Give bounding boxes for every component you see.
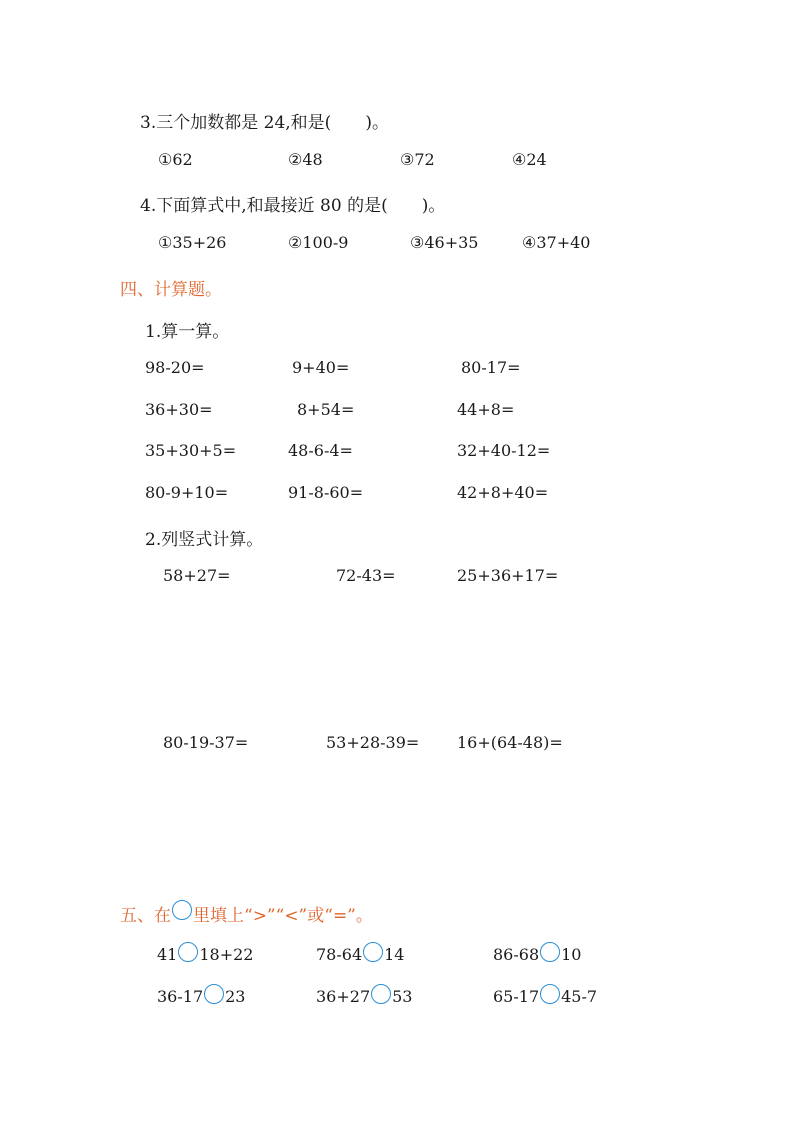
option-d[interactable]: ④37+40	[522, 233, 591, 252]
calc-item: 44+8=	[457, 400, 515, 419]
vertical-calc-item: 25+36+17=	[457, 566, 559, 585]
compare-item	[157, 984, 245, 1006]
part-title: 列竖式计算。	[161, 530, 264, 550]
compare-circle[interactable]	[540, 942, 560, 962]
compare-circle[interactable]	[540, 984, 560, 1004]
option-b[interactable]: ②48	[288, 150, 323, 169]
compare-left: 65-17	[493, 987, 540, 1006]
calc-item: 32+40-12=	[457, 441, 551, 460]
question-text: 下面算式中,和最接近 80 的是(	[156, 196, 388, 216]
compare-item	[493, 984, 597, 1006]
part-number: 1.	[145, 322, 162, 342]
calc-item: 8+54=	[297, 400, 355, 419]
compare-circle[interactable]	[371, 984, 391, 1004]
calc-item: 48-6-4=	[288, 441, 353, 460]
calc-item: 36+30=	[145, 400, 213, 419]
compare-left: 86-68	[493, 945, 540, 964]
compare-left: 36+27	[316, 987, 371, 1006]
compare-circle[interactable]	[204, 984, 224, 1004]
calc-item: 35+30+5=	[145, 441, 237, 460]
section-5-title-start: 五、在	[120, 906, 171, 926]
vertical-calc-item: 72-43=	[336, 566, 396, 585]
section-5-title	[120, 900, 373, 926]
compare-left: 78-64	[316, 945, 363, 964]
calc-item: 42+8+40=	[457, 483, 549, 502]
question-text-end: )。	[365, 113, 389, 133]
option-a[interactable]: ①62	[158, 150, 193, 169]
vertical-calc-item: 80-19-37=	[163, 733, 249, 752]
option-b[interactable]: ②100-9	[288, 233, 349, 252]
part-2-heading	[145, 525, 263, 550]
compare-right: 18+22	[199, 945, 254, 964]
calc-item: 91-8-60=	[288, 483, 364, 502]
circle-icon	[172, 900, 192, 920]
vertical-calc-item: 53+28-39=	[326, 733, 420, 752]
calc-item: 98-20=	[145, 358, 205, 377]
vertical-calc-item: 16+(64-48)=	[457, 733, 563, 752]
compare-right: 53	[392, 987, 413, 1006]
compare-right: 14	[384, 945, 405, 964]
option-a[interactable]: ①35+26	[158, 233, 227, 252]
question-number: 3.	[140, 113, 157, 133]
question-number: 4.	[140, 196, 157, 216]
question-4	[140, 191, 445, 216]
calc-item: 80-9+10=	[145, 483, 229, 502]
part-1-heading	[145, 317, 229, 342]
compare-circle[interactable]	[363, 942, 383, 962]
part-title: 算一算。	[161, 322, 230, 342]
calc-item: 9+40=	[292, 358, 350, 377]
compare-item	[316, 942, 404, 964]
question-3	[140, 108, 389, 133]
compare-left: 41	[157, 945, 178, 964]
compare-right: 45-7	[561, 987, 598, 1006]
compare-right: 10	[561, 945, 582, 964]
compare-item	[493, 942, 581, 964]
option-c[interactable]: ③72	[400, 150, 435, 169]
section-5-title-end: 里填上“>”“<”或“=”。	[193, 906, 373, 926]
vertical-calc-item: 58+27=	[163, 566, 231, 585]
option-d[interactable]: ④24	[512, 150, 547, 169]
calc-item: 80-17=	[461, 358, 521, 377]
compare-right: 23	[225, 987, 246, 1006]
question-text: 三个加数都是 24,和是(	[156, 113, 332, 133]
compare-item	[157, 942, 253, 964]
compare-left: 36-17	[157, 987, 204, 1006]
compare-item	[316, 984, 412, 1006]
part-number: 2.	[145, 530, 162, 550]
option-c[interactable]: ③46+35	[410, 233, 479, 252]
question-text-end: )。	[421, 196, 446, 216]
section-4-title: 四、计算题。	[120, 280, 222, 300]
compare-circle[interactable]	[178, 942, 198, 962]
